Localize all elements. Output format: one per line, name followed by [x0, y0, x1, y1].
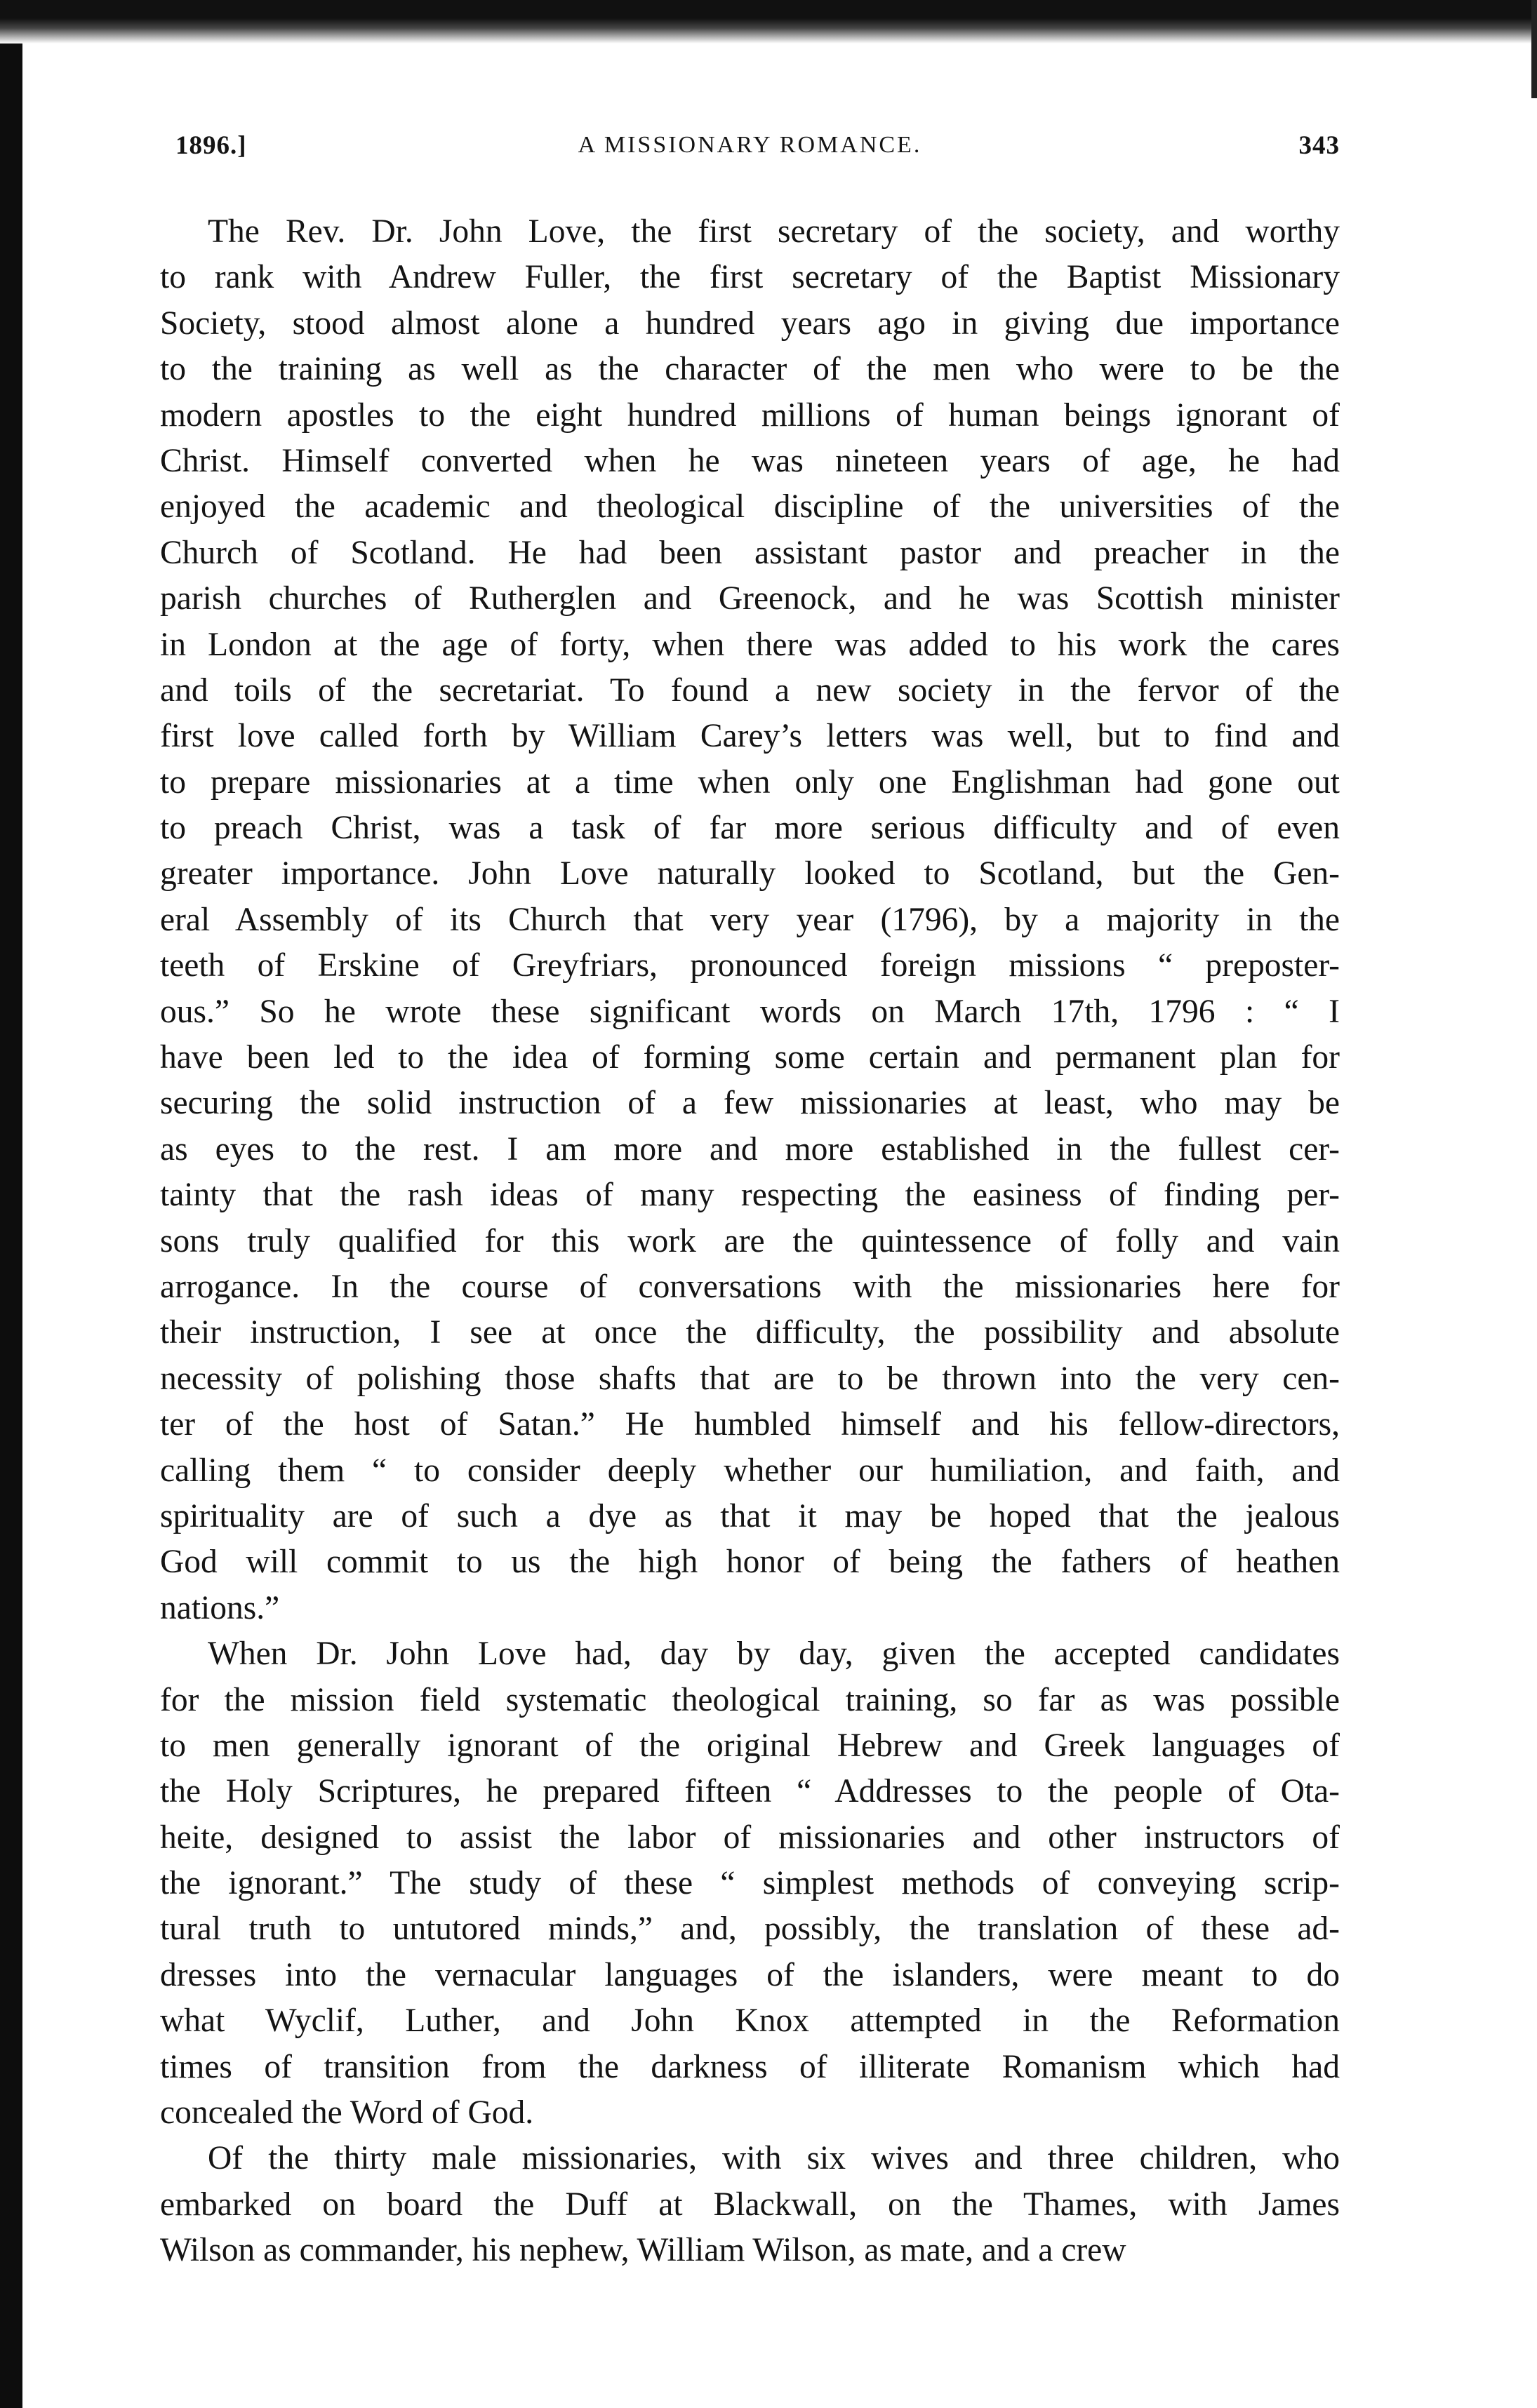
text-line: spirituality are of such a dye as that it may be hoped that the jealous — [160, 1497, 1340, 1534]
paragraph — [160, 2136, 1340, 2273]
text-line: Society, stood almost alone a hundred years ago in giving due importance — [160, 305, 1340, 342]
text-line: concealed the Word of God. — [160, 2094, 534, 2132]
text-line: The Rev. Dr. John Love, the first secretary of the society, and worthy — [208, 213, 1340, 250]
paragraph — [160, 1631, 1340, 2136]
text-line: dresses into the vernacular languages of the islanders, were meant to do — [160, 1956, 1340, 1993]
text-line: Wilson as commander, his nephew, William Wilson, as mate, and a crew — [160, 2232, 1126, 2269]
text-line: greater importance. John Love naturally looked to Scotland, but the Gen- — [160, 855, 1340, 892]
text-line: eral Assembly of its Church that very year (1796), by a majority in the — [160, 901, 1340, 938]
scan-left-edge — [0, 0, 22, 2408]
text-line: ter of the host of Satan.” He humbled himself and his fellow-directors, — [160, 1406, 1340, 1443]
text-line: necessity of polishing those shafts that are to be thrown into the very cen- — [160, 1360, 1340, 1397]
text-line: what Wyclif, Luther, and John Knox attempted in the Reformation — [160, 2002, 1340, 2040]
text-line: enjoyed the academic and theological discipline of the universities of the — [160, 488, 1340, 526]
text-line: tainty that the rash ideas of many respecting the easiness of finding per- — [160, 1177, 1340, 1214]
page-number: 343 — [1298, 131, 1340, 160]
text-line: nations.” — [160, 1589, 280, 1626]
text-line: When Dr. John Love had, day by day, given the accepted candidates — [208, 1636, 1340, 1673]
text-line: and toils of the secretariat. To found a new society in the fervor of the — [160, 671, 1340, 709]
text-line: to rank with Andrew Fuller, the first secretary of the Baptist Missionary — [160, 259, 1340, 296]
text-line: to men generally ignorant of the original Hebrew and Greek languages of — [160, 1727, 1340, 1764]
header-title: A MISSIONARY ROMANCE. — [578, 132, 922, 158]
text-line: the Holy Scriptures, he prepared fifteen “ Addresses to the people of Ota- — [160, 1773, 1340, 1810]
text-line: their instruction, I see at once the difficulty, the possibility and absolute — [160, 1314, 1340, 1351]
text-line: to the training as well as the character of the men who were to be the — [160, 351, 1340, 388]
text-line: parish churches of Rutherglen and Greenock, and he was Scottish minister — [160, 580, 1340, 617]
text-line: have been led to the idea of forming some certain and permanent plan for — [160, 1039, 1340, 1076]
text-line: embarked on board the Duff at Blackwall, on the Thames, with James — [160, 2186, 1340, 2223]
text-line: in London at the age of forty, when there was added to his work the cares — [160, 626, 1340, 663]
text-line: ous.” So he wrote these significant words on March 17th, 1796 : “ I — [160, 993, 1340, 1030]
text-line: arrogance. In the course of conversations with the missionaries here for — [160, 1268, 1340, 1305]
header-year: 1896.] — [175, 131, 247, 160]
text-line: the ignorant.” The study of these “ simplest methods of conveying scrip- — [160, 1865, 1340, 1902]
text-line: first love called forth by William Carey’s letters was well, but to find and — [160, 718, 1340, 755]
text-line: sons truly qualified for this work are the quintessence of folly and vain — [160, 1222, 1340, 1259]
text-line: modern apostles to the eight hundred millions of human beings ignorant of — [160, 396, 1340, 434]
scan-top-edge — [0, 0, 1537, 44]
running-head — [160, 131, 1340, 167]
body-text — [160, 209, 1340, 2274]
text-line: to prepare missionaries at a time when only one Englishman had gone out — [160, 763, 1340, 801]
text-line: God will commit to us the high honor of being the fathers of heathen — [160, 1544, 1340, 1581]
text-line: to preach Christ, was a task of far more serious difficulty and of even — [160, 810, 1340, 847]
text-line: teeth of Erskine of Greyfriars, pronounced foreign missions “ preposter- — [160, 947, 1340, 984]
text-line: calling them “ to consider deeply whether our humiliation, and faith, and — [160, 1452, 1340, 1489]
text-line: for the mission field systematic theological training, so far as was possible — [160, 1681, 1340, 1718]
text-line: as eyes to the rest. I am more and more established in the fullest cer- — [160, 1130, 1340, 1168]
text-line: securing the solid instruction of a few missionaries at least, who may be — [160, 1085, 1340, 1122]
text-line: Christ. Himself converted when he was nineteen years of age, he had — [160, 442, 1340, 479]
paragraph — [160, 209, 1340, 1631]
book-page — [160, 131, 1340, 2274]
text-line: tural truth to untutored minds,” and, possibly, the translation of these ad- — [160, 1911, 1340, 1948]
scan-right-edge — [1531, 0, 1537, 98]
text-line: heite, designed to assist the labor of missionaries and other instructors of — [160, 1819, 1340, 1856]
text-line: Of the thirty male missionaries, with six wives and three children, who — [208, 2140, 1340, 2177]
text-line: times of transition from the darkness of illiterate Romanism which had — [160, 2048, 1340, 2085]
text-line: Church of Scotland. He had been assistant pastor and preacher in the — [160, 534, 1340, 571]
